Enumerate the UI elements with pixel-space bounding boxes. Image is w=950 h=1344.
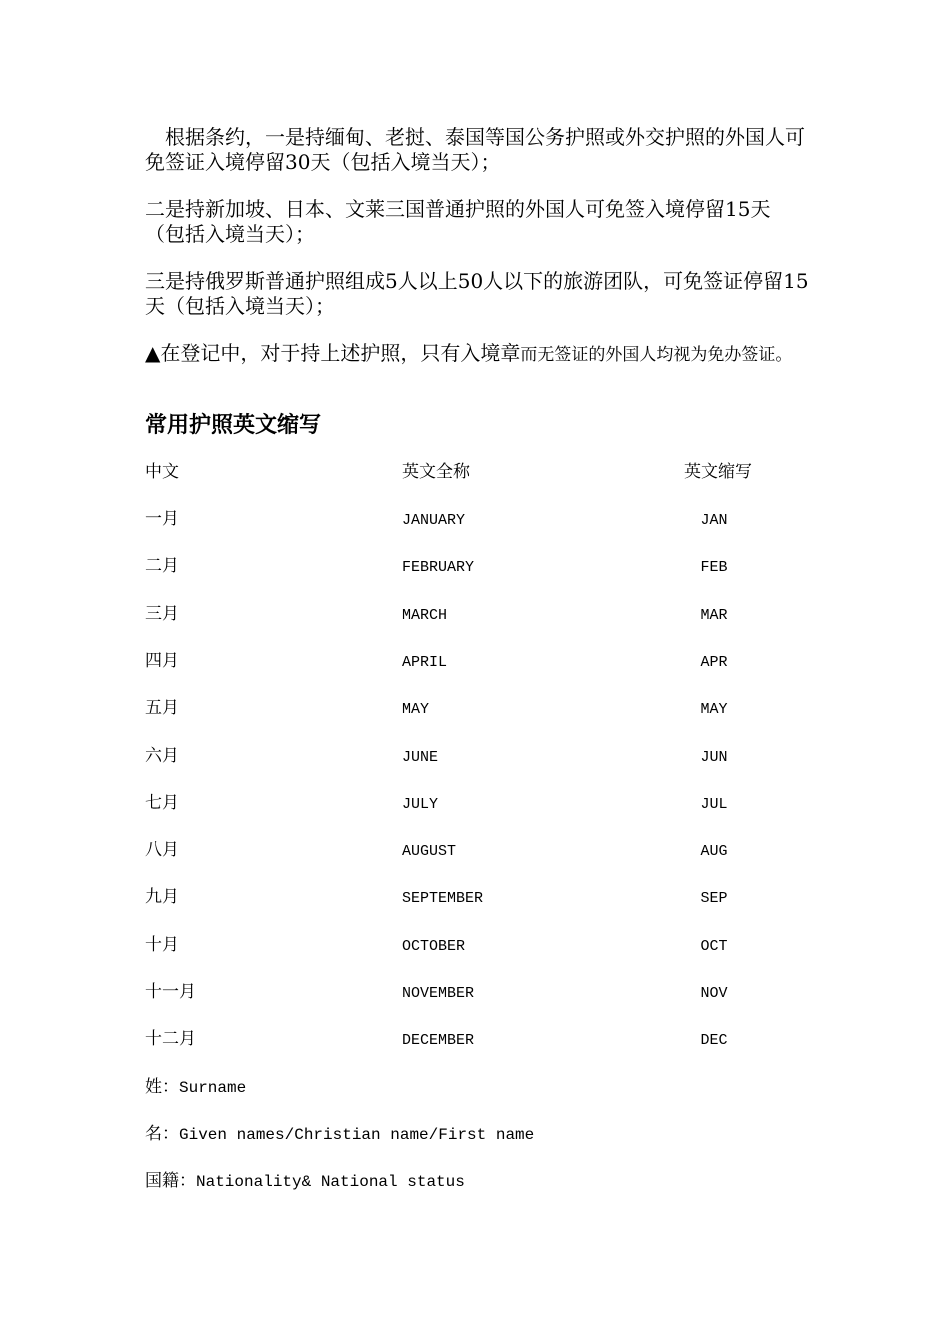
term-row bbox=[145, 1123, 534, 1146]
term-row bbox=[145, 1076, 246, 1099]
table-cell-english-full: SEPTEMBER bbox=[402, 890, 484, 907]
table-cell-english-full: AUGUST bbox=[402, 843, 457, 860]
table-cell-chinese: 十一月 bbox=[145, 982, 196, 1002]
table-cell-english-abbr: AUG bbox=[700, 843, 728, 860]
table-cell-chinese: 十月 bbox=[145, 935, 179, 955]
table-cell-english-abbr: OCT bbox=[700, 938, 728, 955]
table-cell-chinese: 二月 bbox=[145, 556, 179, 576]
table-cell-chinese: 七月 bbox=[145, 793, 179, 813]
term-label: 国籍： bbox=[145, 1171, 196, 1191]
paragraph-visa-exempt-russia: 三是持俄罗斯普通护照组成5人以上50人以下的旅游团队，可免签证停留15天（包括入境当天）； bbox=[145, 269, 809, 318]
term-value: Nationality& National status bbox=[196, 1173, 465, 1191]
table-cell-english-full: JANUARY bbox=[402, 512, 466, 529]
term-value: Given names/Christian name/First name bbox=[179, 1126, 535, 1144]
table-cell-chinese: 十二月 bbox=[145, 1029, 196, 1049]
table-cell-chinese: 六月 bbox=[145, 746, 179, 766]
term-row bbox=[145, 1170, 465, 1193]
table-cell-english-full: MAY bbox=[402, 701, 430, 718]
paragraph-visa-exempt-official: 根据条约，一是持缅甸、老挝、泰国等国公务护照或外交护照的外国人可免签证入境停留30天（包括入境当天）； bbox=[145, 125, 805, 174]
table-cell-english-abbr: FEB bbox=[700, 559, 728, 576]
term-label: 名： bbox=[145, 1124, 179, 1144]
table-cell-english-full: MARCH bbox=[402, 607, 448, 624]
note-main-text: ▲在登记中，对于持上述护照，只有入境章 bbox=[145, 341, 521, 365]
paragraph-visa-exempt-ordinary: 二是持新加坡、日本、文莱三国普通护照的外国人可免签入境停留15天（包括入境当天）； bbox=[145, 197, 771, 246]
table-cell-chinese: 九月 bbox=[145, 887, 179, 907]
table-cell-english-abbr: JAN bbox=[700, 512, 728, 529]
table-cell-english-full: JULY bbox=[402, 796, 439, 813]
table-header-english-full: 英文全称 bbox=[402, 462, 470, 482]
table-cell-english-full: NOVEMBER bbox=[402, 985, 475, 1002]
table-cell-english-abbr: APR bbox=[700, 654, 728, 671]
term-value: Surname bbox=[179, 1079, 247, 1097]
table-cell-english-full: FEBRUARY bbox=[402, 559, 475, 576]
table-cell-chinese: 四月 bbox=[145, 651, 179, 671]
paragraph-registration-note bbox=[145, 341, 810, 368]
section-title: 常用护照英文缩写 bbox=[145, 413, 322, 438]
table-cell-english-full: DECEMBER bbox=[402, 1032, 475, 1049]
table-cell-english-full: JUNE bbox=[402, 749, 439, 766]
table-cell-english-abbr: DEC bbox=[700, 1032, 728, 1049]
note-small-text: 而无签证的外国人均视为免办签证。 bbox=[520, 345, 793, 365]
table-cell-english-abbr: JUL bbox=[700, 796, 728, 813]
table-cell-english-abbr: NOV bbox=[700, 985, 728, 1002]
table-cell-chinese: 八月 bbox=[145, 840, 179, 860]
table-cell-english-full: APRIL bbox=[402, 654, 448, 671]
table-cell-english-abbr: MAY bbox=[700, 701, 728, 718]
table-cell-chinese: 一月 bbox=[145, 509, 179, 529]
table-header-english-abbr: 英文缩写 bbox=[684, 462, 752, 482]
table-cell-chinese: 三月 bbox=[145, 604, 179, 624]
table-cell-english-abbr: MAR bbox=[700, 607, 728, 624]
table-header-chinese: 中文 bbox=[145, 462, 179, 482]
table-cell-chinese: 五月 bbox=[145, 698, 179, 718]
term-label: 姓： bbox=[145, 1077, 179, 1097]
table-cell-english-abbr: JUN bbox=[700, 749, 728, 766]
table-cell-english-full: OCTOBER bbox=[402, 938, 466, 955]
table-cell-english-abbr: SEP bbox=[700, 890, 728, 907]
